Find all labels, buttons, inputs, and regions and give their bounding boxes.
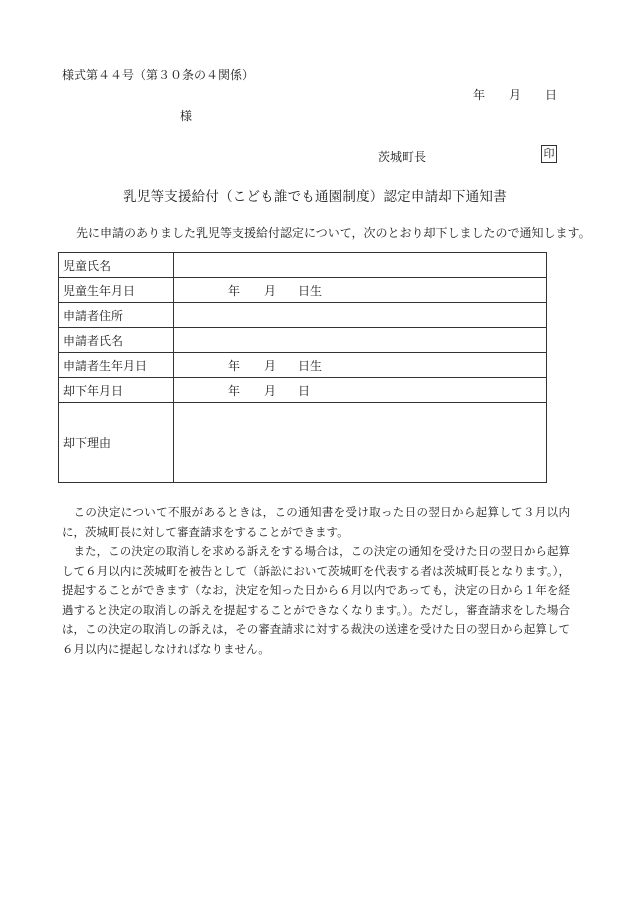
- table-row: [59, 253, 547, 278]
- field-child-name[interactable]: [174, 253, 547, 278]
- field-rejection-date[interactable]: [174, 378, 547, 403]
- lawsuit-note-paragraph: また，この決定の取消しを求める訴えをする場合は，この決定の通知を受けた日の翌日から起算して６月以内に茨城町を被告として（訴訟において茨城町を代表する者は茨城町長となります。），提起することができます（なお，決定を知った日から６月以内であっても，決定の日から１年を経過すると決定の取消しの訴えを提起することができなくなります。）。ただし，審査請求をした場合は，この決定の取消しの訴えは，その審査請求に対する裁決の送達を受けた日の翌日から起算して６月以内に提起しなければなりません。: [62, 544, 570, 656]
- row-label-child-name: 児童氏名: [59, 253, 174, 278]
- date-year-label: 年: [228, 383, 241, 398]
- details-table: [58, 252, 547, 483]
- table-row: [59, 353, 547, 378]
- date-month-label: 月: [264, 358, 277, 373]
- document-title: 乳児等支援給付（こども誰でも通園制度）認定申請却下通知書: [123, 189, 507, 205]
- issue-date-day: 日: [545, 88, 558, 102]
- field-rejection-reason[interactable]: [174, 403, 547, 483]
- intro-text: 先に申請のありました乳児等支援給付認定について，次のとおり却下しましたので通知します。: [76, 226, 591, 240]
- seal-mark: 印: [541, 145, 557, 163]
- form-number: 様式第４４号（第３０条の４関係）: [62, 68, 255, 82]
- row-label-child-birthdate: 児童生年月日: [59, 278, 174, 303]
- field-applicant-address[interactable]: [174, 303, 547, 328]
- issue-date: [473, 86, 557, 103]
- appeal-note-paragraph: この決定について不服があるときは，この通知書を受け取った日の翌日から起算して３月以内に，茨城町長に対して審査請求をすることができます。: [62, 505, 570, 539]
- row-label-applicant-address: 申請者住所: [59, 303, 174, 328]
- table-row: [59, 278, 547, 303]
- row-label-applicant-birthdate: 申請者生年月日: [59, 353, 174, 378]
- appeal-notes: [62, 503, 570, 659]
- date-year-label: 年: [228, 358, 241, 373]
- date-month-label: 月: [264, 383, 277, 398]
- row-label-rejection-reason: 却下理由: [59, 403, 174, 483]
- date-day-label: 日: [298, 383, 311, 398]
- table-row: [59, 378, 547, 403]
- field-child-birthdate[interactable]: [174, 278, 547, 303]
- row-label-applicant-name: 申請者氏名: [59, 328, 174, 353]
- issue-date-year: 年: [473, 88, 486, 102]
- date-day-label: 日生: [298, 283, 323, 298]
- field-applicant-birthdate[interactable]: [174, 353, 547, 378]
- date-day-label: 日生: [298, 358, 323, 373]
- table-row: [59, 403, 547, 483]
- table-row: [59, 303, 547, 328]
- field-applicant-name[interactable]: [174, 328, 547, 353]
- date-month-label: 月: [264, 283, 277, 298]
- issue-date-month: 月: [509, 88, 522, 102]
- addressee-suffix: 様: [180, 109, 193, 123]
- row-label-rejection-date: 却下年月日: [59, 378, 174, 403]
- issuer-name: 茨城町長: [378, 150, 427, 164]
- date-year-label: 年: [228, 283, 241, 298]
- table-row: [59, 328, 547, 353]
